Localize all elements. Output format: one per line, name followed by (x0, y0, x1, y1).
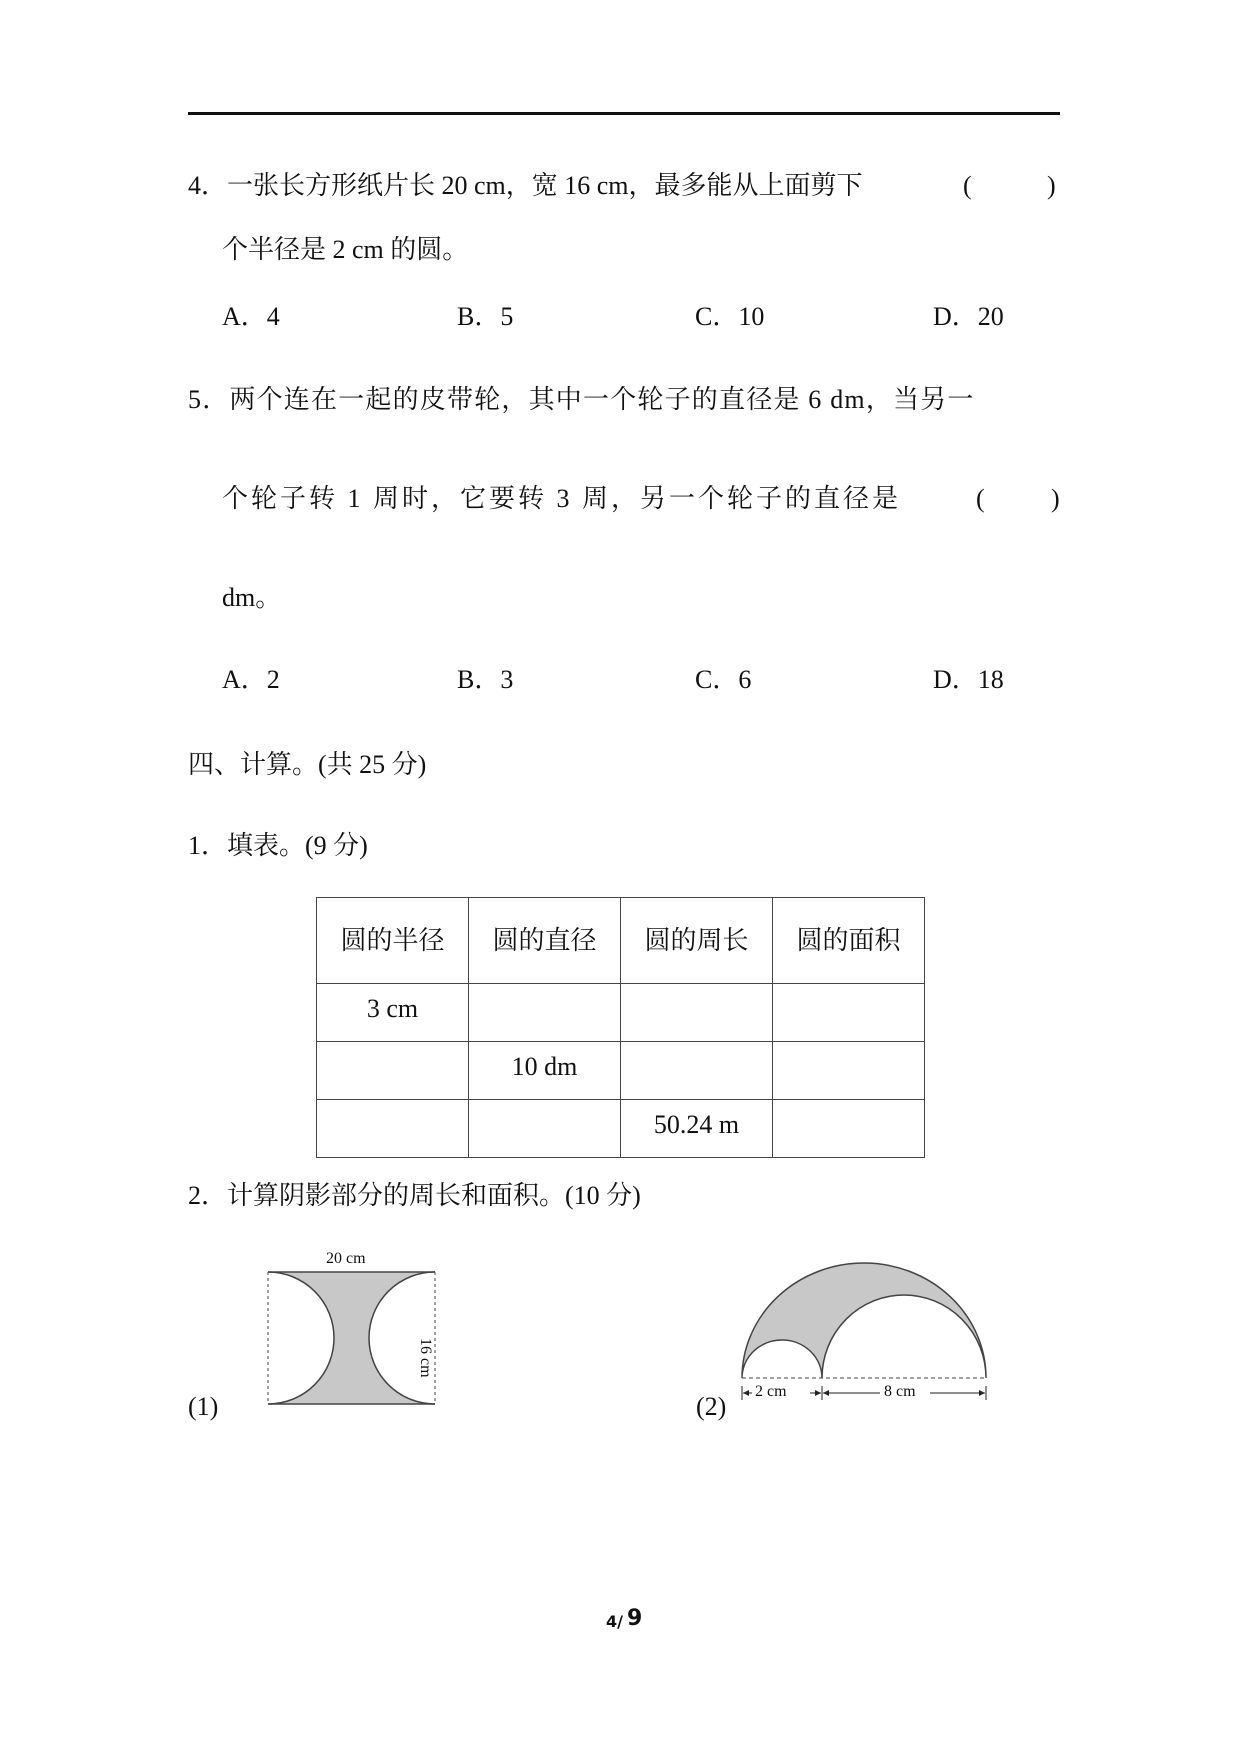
table-row (317, 984, 925, 1042)
q4-line1: 4．一张长方形纸片长 20 cm，宽 16 cm，最多能从上面剪下 (188, 171, 863, 200)
fig2-right-label: 8 cm (884, 1383, 916, 1400)
table-cell (469, 984, 621, 1042)
fig2-shaded-region (742, 1263, 986, 1378)
section4-item1: 1．填表。(9 分) (188, 831, 368, 860)
q4-option-d: D．20 (933, 302, 1004, 331)
fig1-width-label: 20 cm (326, 1250, 366, 1267)
page-number: 4/ (606, 1612, 623, 1631)
q4-paren-close: ) (1047, 171, 1056, 200)
q5-paren-close: ) (1051, 484, 1060, 513)
q4-line2: 个半径是 2 cm 的圆。 (222, 235, 469, 264)
circle-table (316, 897, 925, 1158)
q4-paren-open: ( (963, 171, 972, 200)
q5-option-c: C．6 (695, 665, 752, 694)
header-rule (188, 112, 1060, 115)
table-cell (773, 1042, 925, 1100)
table-cell (317, 1100, 469, 1158)
section4-title: 四、计算。(共 25 分) (188, 750, 427, 779)
table-header-cell: 圆的面积 (773, 898, 925, 984)
q5-option-d: D．18 (933, 665, 1004, 694)
q5-line1: 5．两个连在一起的皮带轮，其中一个轮子的直径是 6 dm，当另一 (188, 385, 975, 414)
table-cell (773, 1100, 925, 1158)
q5-option-b: B．3 (457, 665, 514, 694)
q5-option-a: A．2 (222, 665, 280, 694)
table-cell: 10 dm (469, 1042, 621, 1100)
table-cell: 50.24 m (621, 1100, 773, 1158)
fig2-arrow-icon (823, 1390, 829, 1396)
table-cell (317, 1042, 469, 1100)
section4-item2: 2．计算阴影部分的周长和面积。(10 分) (188, 1181, 641, 1210)
q4-option-a: A．4 (222, 302, 280, 331)
table-cell (621, 984, 773, 1042)
fig1-shaded-region (268, 1272, 435, 1404)
q5-line2: 个轮子转 1 周时，它要转 3 周，另一个轮子的直径是 (222, 484, 902, 513)
fig2-left-label: 2 cm (755, 1383, 787, 1400)
table-row (317, 1042, 925, 1100)
fig1-label: (1) (188, 1392, 219, 1421)
table-header-cell: 圆的半径 (317, 898, 469, 984)
q5-line3: dm。 (222, 583, 282, 612)
fig2-arrow-icon (743, 1390, 749, 1396)
q4-option-c: C．10 (695, 302, 765, 331)
q5-paren-open: ( (976, 484, 985, 513)
table-cell (621, 1042, 773, 1100)
table-cell (469, 1100, 621, 1158)
q4-option-b: B．5 (457, 302, 514, 331)
table-header-cell: 圆的周长 (621, 898, 773, 984)
fig2-arrow-icon (979, 1390, 985, 1396)
fig1-height-label: 16 cm (417, 1338, 434, 1378)
table-header-row (317, 898, 925, 984)
page-total: 9 (627, 1606, 643, 1631)
fig2-arrow-icon (815, 1390, 821, 1396)
fig2-label: (2) (696, 1392, 727, 1421)
table-cell: 3 cm (317, 984, 469, 1042)
table-cell (773, 984, 925, 1042)
table-header-cell: 圆的直径 (469, 898, 621, 984)
table-row (317, 1100, 925, 1158)
